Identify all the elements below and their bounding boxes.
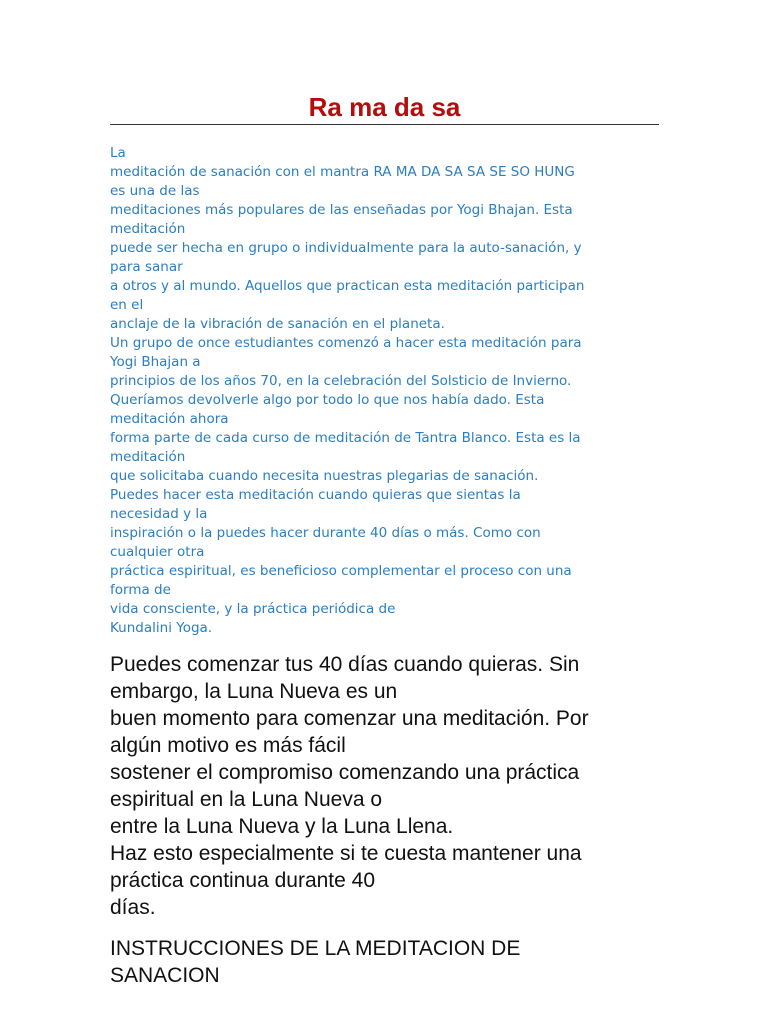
instructions-heading: [110, 935, 670, 989]
intro-line: Kundalini Yoga.: [110, 620, 213, 636]
body-paragraph: [110, 651, 670, 921]
page-title: Ra ma da sa: [308, 92, 461, 122]
intro-line: cualquier otra: [110, 544, 205, 560]
intro-line: Un grupo de once estudiantes comenzó a hacer esta meditación para: [110, 335, 582, 351]
intro-line: Yogi Bhajan a: [110, 354, 201, 370]
intro-line: meditación: [110, 449, 186, 465]
intro-line: meditación de sanación con el mantra RA MA DA SA SA SE SO HUNG: [110, 164, 575, 180]
intro-line: necesidad y la: [110, 506, 208, 522]
intro-line: principios de los años 70, en la celebración del Solsticio de Invierno.: [110, 373, 572, 389]
intro-line: puede ser hecha en grupo o individualmente para la auto-sanación, y: [110, 240, 582, 256]
body-line: buen momento para comenzar una meditación. Por: [110, 707, 589, 730]
body-line: espiritual en la Luna Nueva o: [110, 788, 383, 811]
body-line: sostener el compromiso comenzando una práctica: [110, 761, 580, 784]
intro-line: Puedes hacer esta meditación cuando quieras que sientas la: [110, 487, 521, 503]
intro-line: La: [110, 145, 126, 161]
title-divider: [110, 124, 659, 125]
body-line: días.: [110, 896, 156, 919]
intro-line: Queríamos devolverle algo por todo lo que nos había dado. Esta: [110, 392, 545, 408]
body-line: Puedes comenzar tus 40 días cuando quieras. Sin: [110, 653, 580, 676]
instructions-line: SANACION: [110, 964, 220, 987]
intro-line: en el: [110, 297, 144, 313]
intro-line: meditaciones más populares de las enseñadas por Yogi Bhajan. Esta: [110, 202, 573, 218]
body-line: embargo, la Luna Nueva es un: [110, 680, 398, 703]
intro-line: vida consciente, y la práctica periódica de: [110, 601, 396, 617]
intro-line: es una de las: [110, 183, 200, 199]
intro-line: práctica espiritual, es beneficioso complementar el proceso con una: [110, 563, 572, 579]
intro-line: meditación ahora: [110, 411, 229, 427]
intro-line: forma de: [110, 582, 171, 598]
body-line: práctica continua durante 40: [110, 869, 376, 892]
intro-line: anclaje de la vibración de sanación en el planeta.: [110, 316, 445, 332]
intro-line: que solicitaba cuando necesita nuestras plegarias de sanación.: [110, 468, 539, 484]
intro-line: meditación: [110, 221, 186, 237]
body-line: algún motivo es más fácil: [110, 734, 346, 757]
instructions-line: INSTRUCCIONES DE LA MEDITACION DE: [110, 937, 521, 960]
intro-paragraph: [110, 144, 670, 638]
body-line: entre la Luna Nueva y la Luna Llena.: [110, 815, 454, 838]
intro-line: para sanar: [110, 259, 183, 275]
body-line: Haz esto especialmente si te cuesta mantener una: [110, 842, 582, 865]
intro-line: a otros y al mundo. Aquellos que practican esta meditación participan: [110, 278, 585, 294]
intro-line: inspiración o la puedes hacer durante 40 días o más. Como con: [110, 525, 541, 541]
intro-line: forma parte de cada curso de meditación de Tantra Blanco. Esta es la: [110, 430, 581, 446]
